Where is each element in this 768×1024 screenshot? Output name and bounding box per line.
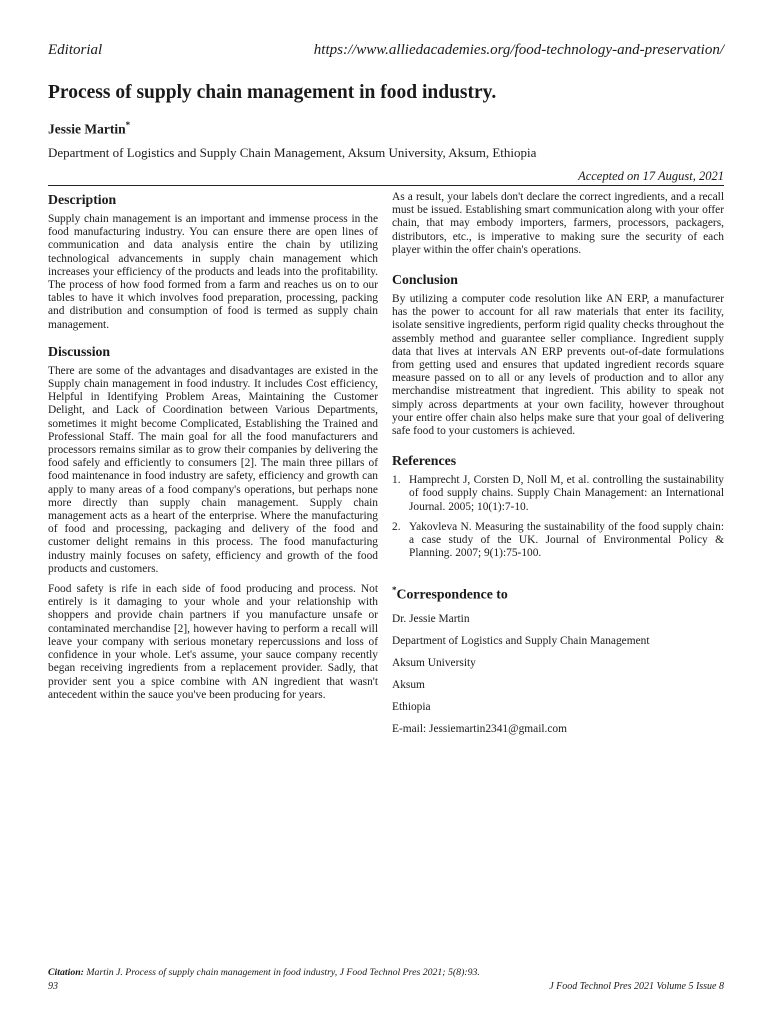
reference-text: Hamprecht J, Corsten D, Noll M, et al. controlling the sustainability of food supply chains. Supply Chain Management: an International Journal. 2005; 10(1):7-10. (409, 474, 724, 513)
reference-list (392, 474, 724, 560)
author-name-text: Jessie Martin (48, 121, 126, 137)
discussion-paragraph-2: Food safety is rife in each side of food producing and process. Not entirely is it damaging to your whole and your relationship with shoppers and provide chain partners if you manufacture unsafe or contaminated merchandise [2], however having to perform a recall will leave your company with serious monetary repercussions and loss of confidence in your whole. Let's assume, your sauce company recently began receiving ingredients from a replacement provider. Sadly, that provider sent you a spice combine with AN ingredient that wasn't antecedent within the sauce you've been producing for years. (48, 583, 378, 701)
reference-number: 2. (392, 520, 401, 533)
correspondence-university: Aksum University (392, 657, 476, 670)
reference-item (392, 521, 724, 561)
journal-url[interactable]: https://www.alliedacademies.org/food-technology-and-preservation/ (313, 42, 724, 58)
citation-label: Citation: (48, 967, 84, 978)
reference-number: 1. (392, 474, 401, 487)
author-mark: * (125, 120, 131, 130)
citation-text: Martin J. Process of supply chain management in food industry, J Food Technol Pres 2021; 5(8):93. (86, 967, 480, 978)
description-text: Supply chain management is an important and immense process in the food manufacturing industry. You can ensure there are open lines of communication and data analysis entire the chain by utilizing technological advancements in supply chain management which increases your efficiency of the products and leads into the profitability. The process of how food formed from a farm and reaches us on to our tables to have it which involves food preparation, processing, packing and distribution and consumption of food is termed as supply chain management. (48, 213, 378, 331)
conclusion-heading: Conclusion (392, 272, 458, 288)
conclusion-text: By utilizing a computer code resolution like AN ERP, a manufacturer has the power to account for all raw materials that enter its facility, isolate sensitive ingredients, perform rigid quality checks throughout the assembly method and guarantee seller compliance. Ingredient supply data that lives at intervals AN ERP prevents out-of-date formulations from getting used and ensures that updated ingredient records square measure passed on to all or any levels of production and to allor any merchandise mistreatment that ingredient. This ability to speak not simply across departments at your own facility, however throughout your entire offer chain also helps make sure that your goal of delivering safe food to your customers is achieved. (392, 293, 724, 438)
references-heading: References (392, 453, 457, 469)
author-name (48, 120, 130, 138)
right-column (392, 191, 724, 740)
discussion-heading: Discussion (48, 343, 111, 359)
correspondence-heading (392, 582, 724, 603)
section-label: Editorial (48, 42, 103, 58)
header-divider (48, 185, 724, 186)
correspondence-country: Ethiopia (392, 701, 431, 714)
correspondence-mark: * (392, 585, 397, 596)
correspondence-name: Dr. Jessie Martin (392, 613, 470, 626)
journal-issue: J Food Technol Pres 2021 Volume 5 Issue 8 (549, 981, 724, 992)
discussion-paragraph-3: As a result, your labels don't declare the correct ingredients, and a recall must be issued. Establishing smart communication along with your offer chain, that may embody importers, farmers, processors, packagers, distributors, etc., is imperative to making sure the security of each player within the offer chain's operations. (392, 191, 724, 256)
accepted-date: Accepted on 17 August, 2021 (578, 169, 724, 183)
correspondence-city: Aksum (392, 679, 425, 692)
left-column (48, 191, 378, 702)
reference-item (392, 474, 724, 514)
description-heading: Description (48, 192, 117, 207)
citation-line (48, 967, 480, 978)
correspondence-block (392, 608, 724, 740)
correspondence-heading-text: Correspondence to (396, 587, 508, 603)
article-title: Process of supply chain management in food industry. (48, 82, 497, 103)
correspondence-email[interactable]: E-mail: Jessiemartin2341@gmail.com (392, 723, 567, 736)
reference-text: Yakovleva N. Measuring the sustainability of the food supply chain: a case study of the UK. Journal of Environmental Policy & Planning. 2007; 9(1):75-100. (409, 520, 724, 560)
author-affiliation: Department of Logistics and Supply Chain Management, Aksum University, Aksum, Ethiopia (48, 145, 537, 160)
page-number: 93 (48, 981, 58, 992)
correspondence-department: Department of Logistics and Supply Chain Management (392, 635, 650, 648)
discussion-paragraph-1: There are some of the advantages and disadvantages are existed in the Supply chain management in food industry. It includes Cost efficiency, Helpful in Identifying Problem Areas, Maintaining the Customer Delight, and Lack of Coordination between Various Departments, sometimes it might become Complicated, Establishing the Trained and Professional Staff. The main goal for all the food manufacturers and processors remains similar as to grow their companies by delivering the food safely and efficiently to consumers [2]. The main three pillars of food maintenance in food industry are safety, efficiency and growth can apply to many areas of a food company's operations, but perhaps none more directly than supply chain management. Supply chain management acts as a heart of the enterprise. Where the manufacturing of food and processing, packaging and delivery of the food and customer delight remains in this process. The food manufacturing industry mainly focuses on safety, efficiency and growth of the food products and customers. (48, 364, 378, 575)
